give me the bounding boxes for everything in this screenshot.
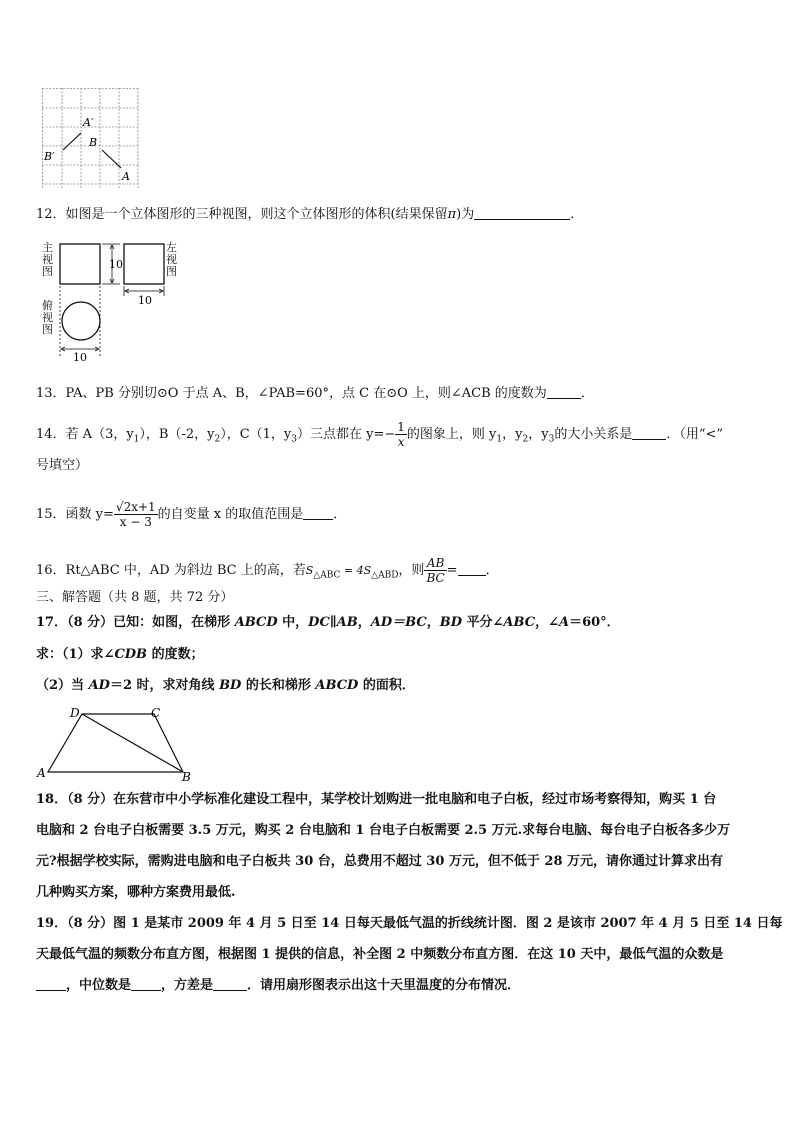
answer-blank-14[interactable] xyxy=(632,427,666,440)
question-17-part-1: 求：（1）求∠CDB 的度数； xyxy=(36,647,204,662)
dim-side-width: 10 xyxy=(138,294,152,307)
label-c: C xyxy=(151,706,161,720)
question-12: 12．如图是一个立体图形的三种视图，则这个立体图形的体积(结果保留π)为 ． xyxy=(36,207,584,222)
label-a-prime: A′ xyxy=(83,116,94,129)
answer-blank-19-variance[interactable] xyxy=(213,978,247,991)
question-19-line-1: 19．（8 分）图 1 是某市 2009 年 4 月 5 日至 14 日每天最低气温的折线统计图．图 2 是该市 2007 年 4 月 5 日至 14 日每 xyxy=(36,916,783,931)
question-18-line-4: 几种购买方案，哪种方案费用最低. xyxy=(36,885,236,900)
answer-blank-19-median[interactable] xyxy=(131,978,161,991)
side-view-square xyxy=(124,244,164,284)
answer-blank-12[interactable] xyxy=(474,207,570,220)
answer-blank-19-mode[interactable] xyxy=(36,978,66,991)
section-3-heading: 三、解答题（共 8 题，共 72 分） xyxy=(36,590,234,605)
question-16: 16．Rt△ABC 中，AD 为斜边 BC 上的高，若$S_{\triangle ABC} = 4S_{\triangle ABD}$，则 $\frac{AB}{BC}$ = ． xyxy=(36,556,499,585)
top-view-circle xyxy=(62,302,100,340)
label-b: B xyxy=(89,136,98,149)
answer-blank-16[interactable] xyxy=(458,563,486,576)
label-b-prime: B′ xyxy=(44,150,55,163)
question-14: 14．若 A（3，$y_1$），B（-2，$y_2$），C（1，$y_3$）三点都在 y=− $\frac{1}{x}$ 的图象上，则 $y_1$，$y_2$，$y_3$的大小关系是 ．（用“<” xyxy=(36,420,724,449)
label-b: B xyxy=(182,770,191,783)
front-view-label: 主视图 xyxy=(42,241,53,278)
fraction-1-over-x: $\frac{1}{x}$ xyxy=(397,420,405,449)
trapezoid-abcd xyxy=(48,714,183,772)
question-18-line-2: 电脑和 2 台电子白板需要 3.5 万元，购买 2 台电脑和 1 台电子白板需要 2.5 万元.求每台电脑、每台电子白板各多少万 xyxy=(36,823,731,838)
grid-figure xyxy=(42,88,142,189)
segment-a-b xyxy=(102,150,121,168)
fraction-ab-bc: $\frac{AB}{BC}$ xyxy=(426,556,445,585)
trapezoid-figure xyxy=(36,705,196,783)
top-view-label: 俯视图 xyxy=(42,299,53,336)
fraction-sqrt: $\frac{√2x+1}{x - 3}$ xyxy=(115,500,156,529)
segment-a-prime-b-prime xyxy=(63,133,81,150)
answer-blank-15[interactable] xyxy=(303,507,333,520)
side-view-label: 左视图 xyxy=(166,241,177,278)
question-15: 15．函数 y= $\frac{√2x+1}{x - 3}$ 的自变量 x 的取值范围是 ． xyxy=(36,500,347,529)
front-view-square xyxy=(60,244,100,284)
question-17-part-2: （2）当 AD＝2 时，求对角线 BD 的长和梯形 ABCD 的面积． xyxy=(36,678,415,693)
question-18-line-1: 18．（8 分）在东营市中小学标准化建设工程中，某学校计划购进一批电脑和电子白板，经过市场考察得知，购买 1 台 xyxy=(36,792,717,807)
question-17: 17．（8 分）已知：如图，在梯形 ABCD 中，DC∥AB，AD＝BC，BD 平分∠ABC，∠A＝60°． xyxy=(36,615,620,630)
label-d: D xyxy=(70,706,80,720)
label-a: A xyxy=(122,170,130,183)
answer-blank-13[interactable] xyxy=(547,386,581,399)
question-19-line-2: 天最低气温的频数分布直方图，根据图 1 提供的信息，补全图 2 中频数分布直方图．在这 10 天中，最低气温的众数是 xyxy=(36,947,724,962)
question-18-line-3: 元?根据学校实际，需购进电脑和电子白板共 30 台，总费用不超过 30 万元，但不低于 28 万元，请你通过计算求出有 xyxy=(36,854,724,869)
label-a: A xyxy=(37,766,46,780)
dim-height: 10 xyxy=(109,258,123,271)
question-14-line-2: 号填空） xyxy=(36,458,89,473)
question-19-line-3: ，中位数是 ，方差是 ．请用扇形图表示出这十天里温度的分布情况． xyxy=(36,977,520,995)
question-13: 13．PA、PB 分别切⊙O 于点 A、B，∠PAB=60°，点 C 在⊙O 上，则∠ACB 的度数为 ． xyxy=(36,386,594,401)
dim-top-width: 10 xyxy=(73,351,87,364)
